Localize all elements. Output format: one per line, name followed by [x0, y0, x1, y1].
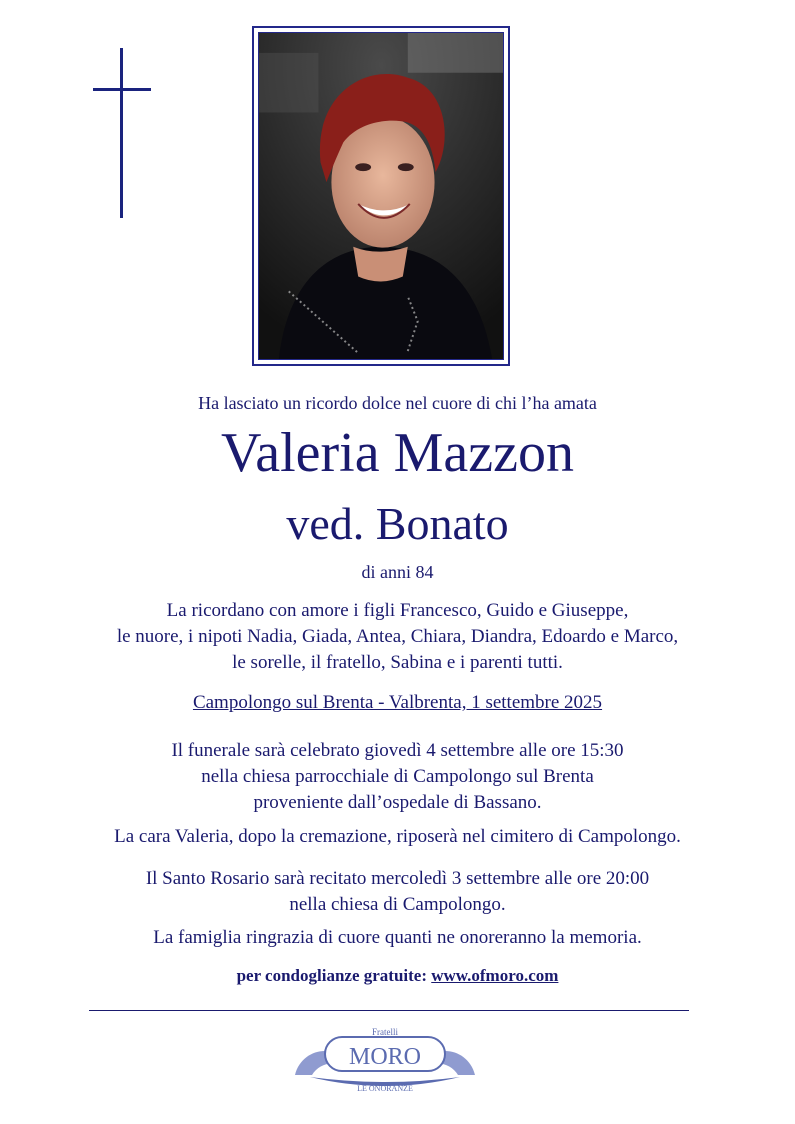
- family-line: le sorelle, il fratello, Sabina e i parenti tutti.: [232, 652, 563, 673]
- married-name: ved. Bonato: [286, 498, 509, 549]
- place-date-text: Campolongo sul Brenta - Valbrenta, 1 settembre 2025: [192, 692, 603, 713]
- funeral-line: proveniente dall’ospedale di Bassano.: [253, 792, 542, 813]
- portrait-photo: [258, 32, 504, 360]
- logo-bottom-text: LE ONORANZE: [357, 1084, 413, 1093]
- divider: [89, 1010, 689, 1011]
- logo-top-text: Fratelli: [372, 1027, 398, 1037]
- funeral-paragraph: [0, 738, 795, 816]
- family-paragraph: [0, 598, 795, 676]
- thanks-text: La famiglia ringrazia di cuore quanti ne onoreranno la memoria.: [153, 927, 642, 948]
- cross-icon: [93, 48, 151, 218]
- logo-main-text: MORO: [348, 1044, 422, 1070]
- condolences-link[interactable]: www.ofmoro.com: [431, 966, 559, 985]
- intro-text: Ha lasciato un ricordo dolce nel cuore di chi l’ha amata: [198, 393, 597, 413]
- condolences-label: per condoglianze gratuite:: [236, 966, 427, 985]
- cremation-text: La cara Valeria, dopo la cremazione, riposerà nel cimitero di Campolongo.: [114, 826, 681, 847]
- rosary-line: nella chiesa di Campolongo.: [289, 894, 506, 915]
- age-text: di anni 84: [361, 562, 434, 582]
- family-line: le nuore, i nipoti Nadia, Giada, Antea, Chiara, Diandra, Edoardo e Marco,: [116, 626, 679, 647]
- funeral-line: Il funerale sarà celebrato giovedì 4 settembre alle ore 15:30: [171, 740, 624, 761]
- place-date: [0, 692, 795, 714]
- funeral-line: nella chiesa parrocchiale di Campolongo sul Brenta: [201, 766, 594, 787]
- rosary-line: Il Santo Rosario sarà recitato mercoledì 3 settembre alle ore 20:00: [145, 868, 650, 889]
- condolences-line: [0, 966, 795, 986]
- family-line: La ricordano con amore i figli Francesco, Guido e Giuseppe,: [166, 600, 629, 621]
- portrait-photo-frame: [252, 26, 510, 366]
- rosary-paragraph: [0, 866, 795, 918]
- deceased-name: Valeria Mazzon: [221, 422, 574, 484]
- moro-logo: [290, 1025, 480, 1097]
